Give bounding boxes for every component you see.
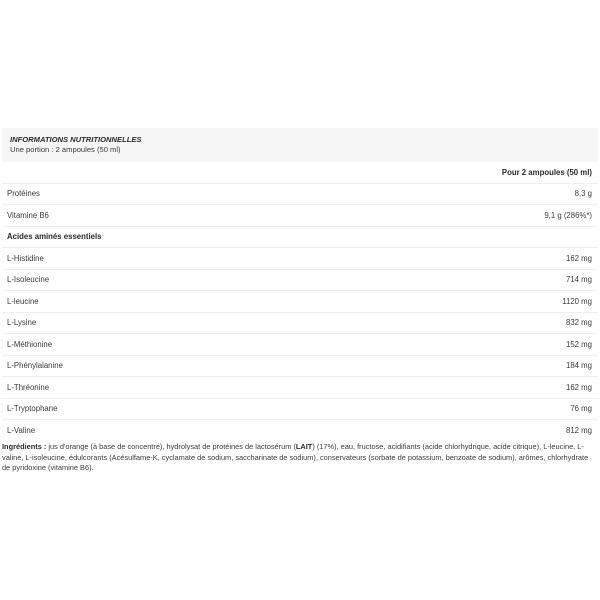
amino-acid-row bbox=[2, 291, 598, 313]
nutrient-label: L-Thréonine bbox=[7, 382, 50, 392]
nutrient-label: Vitamine B6 bbox=[7, 210, 49, 220]
section-heading: Acides aminés essentiels bbox=[7, 232, 102, 242]
nutrient-label: L-Tryptophane bbox=[7, 404, 58, 414]
amino-acid-row bbox=[2, 420, 598, 442]
nutrient-value: 832 mg bbox=[565, 318, 592, 328]
column-header-row bbox=[2, 162, 598, 184]
nutrition-title: INFORMATIONS NUTRITIONNELLES bbox=[10, 135, 142, 144]
amino-acid-row bbox=[2, 270, 598, 292]
nutrient-value: 162 mg bbox=[565, 382, 592, 392]
amino-acid-row bbox=[2, 356, 598, 378]
nutrient-label: L-Lysine bbox=[7, 318, 37, 328]
nutrient-label: L-Histidine bbox=[7, 253, 44, 263]
amino-acid-row bbox=[2, 377, 598, 399]
amino-acid-row bbox=[2, 334, 598, 356]
nutrient-value: 8,3 g bbox=[574, 189, 592, 199]
section-heading-row bbox=[2, 227, 598, 249]
amino-acid-row bbox=[2, 313, 598, 335]
nutrient-label: L-leucine bbox=[7, 296, 39, 306]
nutrient-row bbox=[2, 205, 598, 227]
serving-size: Une portion : 2 ampoules (50 ml) bbox=[10, 145, 121, 154]
nutrient-value: 76 mg bbox=[570, 404, 592, 414]
amino-acid-row bbox=[2, 248, 598, 270]
ingredients-list-part: jus d'orange (à base de concentré), hydrolysat de protéines de lactosérum ( bbox=[46, 442, 296, 451]
allergen: LAIT bbox=[295, 442, 313, 451]
amino-acid-row bbox=[2, 399, 598, 421]
nutrient-value: 1120 mg bbox=[562, 296, 592, 306]
ingredients-text bbox=[2, 442, 594, 474]
nutrient-label: L-Isoleucine bbox=[7, 275, 50, 285]
nutrient-value: 152 mg bbox=[565, 339, 592, 349]
nutrition-table bbox=[2, 128, 598, 442]
nutrient-row bbox=[2, 184, 598, 206]
nutrient-label: L-Valine bbox=[7, 426, 36, 436]
nutrient-label: Protéines bbox=[7, 189, 40, 199]
nutrition-header bbox=[2, 128, 598, 162]
ingredients-label: Ingrédients : bbox=[2, 442, 47, 451]
nutrient-label: L-Phénylalanine bbox=[7, 361, 63, 371]
nutrient-value: 812 mg bbox=[565, 426, 592, 436]
nutrient-value: 9,1 g (286%*) bbox=[544, 210, 592, 220]
nutrient-value: 184 mg bbox=[565, 361, 592, 371]
nutrient-label: L-Méthionine bbox=[7, 339, 53, 349]
nutrient-value: 714 mg bbox=[565, 275, 592, 285]
column-header: Pour 2 ampoules (50 ml) bbox=[501, 167, 592, 177]
nutrient-value: 162 mg bbox=[565, 253, 592, 263]
ingredients-list-part: ) (17%), eau, fructose, acidifiants (acide chlorhydrique, acide citrique), L-leucine, L-valine, L-isoleucine, édulcorants (Acésulfame-K, cyclamate de sodium, saccharinate de sodium), conservateurs (sorbate de potassium, benzoate de sodium), arômes, chlorhydrate de pyridoxine (vitamine B6). bbox=[2, 442, 589, 472]
